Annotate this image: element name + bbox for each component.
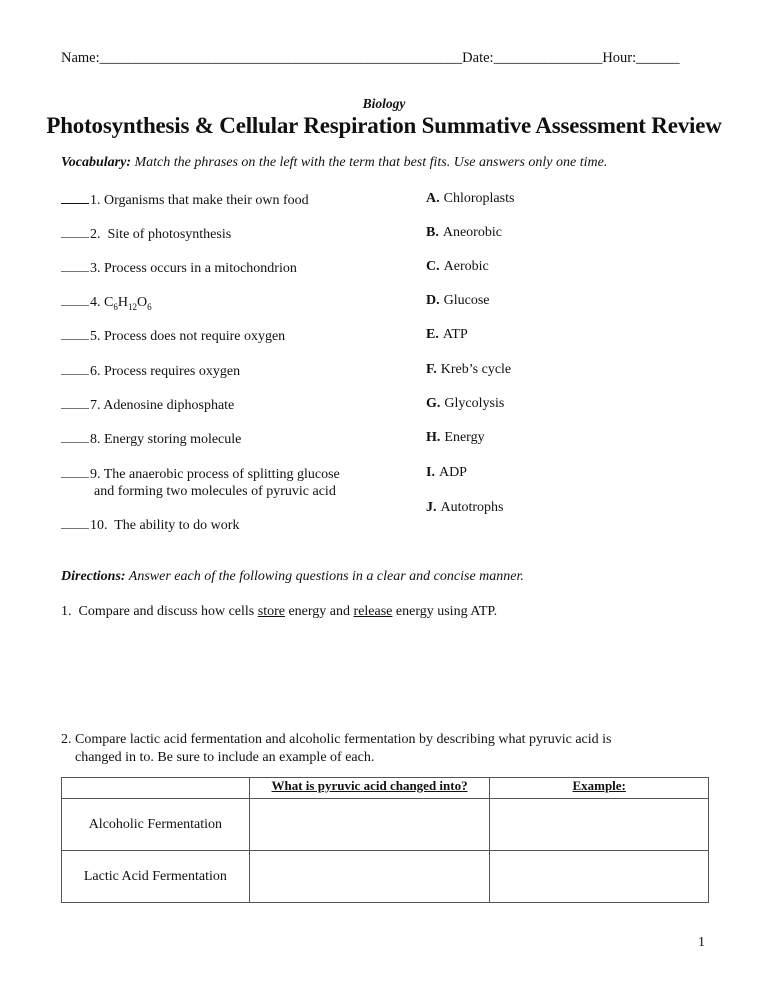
item-text: Site of photosynthesis xyxy=(100,227,232,242)
hour-label: Hour: xyxy=(602,50,637,66)
item-number: 4. xyxy=(90,295,101,310)
directions-label: Directions: xyxy=(61,569,126,584)
option-h xyxy=(426,430,485,446)
option-j xyxy=(426,500,504,516)
date-label: Date: xyxy=(462,50,494,66)
option-letter: D. xyxy=(426,293,440,308)
page-number: 1 xyxy=(698,935,705,950)
vocabulary-instruction-text: Match the phrases on the left with the term that best fits. Use answers only one time. xyxy=(131,155,608,170)
answer-blank-9[interactable] xyxy=(61,465,89,478)
item-text: O xyxy=(136,295,148,310)
item-text: Energy storing molecule xyxy=(100,432,242,447)
answer-blank-7[interactable] xyxy=(61,396,89,409)
option-term: Kreb’s cycle xyxy=(440,362,512,377)
item-number: 3. xyxy=(90,261,101,276)
option-letter: C. xyxy=(426,259,440,274)
option-term: Glycolysis xyxy=(444,396,505,411)
item-number: 8. xyxy=(90,432,101,447)
option-b xyxy=(426,225,502,241)
answer-blank-10[interactable] xyxy=(61,516,89,529)
option-f xyxy=(426,362,511,378)
question-text: 1. Compare and discuss how cells xyxy=(61,604,258,619)
question-text: 2. Compare lactic acid fermentation and alcoholic fermentation by describing what pyruvic acid is xyxy=(61,732,612,747)
item-text: H xyxy=(117,295,128,310)
question-text-continued: changed in to. Be sure to include an example of each. xyxy=(75,750,375,765)
option-letter: F. xyxy=(426,362,437,377)
question-text: energy and xyxy=(284,604,354,619)
option-e xyxy=(426,327,468,343)
answer-blank-2[interactable] xyxy=(61,225,89,238)
subject-label: Biology xyxy=(362,96,406,111)
vocab-item-10 xyxy=(61,516,239,534)
table-row xyxy=(62,851,709,903)
table-row xyxy=(62,799,709,851)
item-text: Adenosine diphosphate xyxy=(100,398,235,413)
option-c xyxy=(426,259,489,275)
table-header-changed-into: What is pyruvic acid changed into? xyxy=(249,778,490,799)
emphasis-store: store xyxy=(257,604,285,619)
fermentation-table xyxy=(61,777,709,903)
option-letter: G. xyxy=(426,396,441,411)
item-text-continued: and forming two molecules of pyruvic acid xyxy=(94,484,336,499)
name-label: Name: xyxy=(61,50,100,66)
lactic-changed-into-cell[interactable] xyxy=(249,851,490,903)
subscript: 6 xyxy=(147,301,152,312)
option-term: Energy xyxy=(444,430,485,445)
item-number: 7. xyxy=(90,398,101,413)
item-text: Process requires oxygen xyxy=(100,364,241,379)
item-text: Process occurs in a mitochondrion xyxy=(100,261,297,276)
question-text: energy using ATP. xyxy=(392,604,498,619)
vocab-item-2 xyxy=(61,225,231,243)
emphasis-release: release xyxy=(353,604,393,619)
option-a xyxy=(426,191,514,207)
option-term: Chloroplasts xyxy=(443,191,515,206)
vocab-item-5 xyxy=(61,327,285,345)
subscript: 6 xyxy=(113,301,118,312)
option-term: ATP xyxy=(442,327,468,342)
table-header-blank xyxy=(62,778,250,799)
option-term: Aneorobic xyxy=(442,225,502,240)
row-label-lactic: Lactic Acid Fermentation xyxy=(62,851,250,903)
item-text: Process does not require oxygen xyxy=(100,329,286,344)
item-text: The anaerobic process of splitting glucose xyxy=(100,467,340,482)
question-1 xyxy=(61,603,497,621)
option-d xyxy=(426,293,490,309)
answer-blank-8[interactable] xyxy=(61,430,89,443)
vocabulary-instruction xyxy=(61,155,607,171)
vocab-item-6 xyxy=(61,362,240,380)
name-field[interactable]: __________________________________________________ xyxy=(99,50,463,66)
item-text: Organisms that make their own food xyxy=(100,193,309,208)
answer-blank-3[interactable] xyxy=(61,259,89,272)
subscript: 12 xyxy=(127,301,137,312)
item-number: 9. xyxy=(90,467,101,482)
item-text: C xyxy=(100,295,114,310)
option-letter: B. xyxy=(426,225,439,240)
option-letter: J. xyxy=(426,500,437,515)
table-header-row xyxy=(62,778,709,799)
option-term: Glucose xyxy=(443,293,490,308)
lactic-example-cell[interactable] xyxy=(490,851,709,903)
alcoholic-changed-into-cell[interactable] xyxy=(249,799,490,851)
option-letter: I. xyxy=(426,465,435,480)
question-2 xyxy=(61,731,611,767)
vocab-item-1 xyxy=(61,191,309,209)
page-title: Photosynthesis & Cellular Respiration Summative Assessment Review xyxy=(46,113,722,138)
option-term: ADP xyxy=(438,465,467,480)
option-letter: E. xyxy=(426,327,439,342)
item-number: 6. xyxy=(90,364,101,379)
item-number: 10. xyxy=(90,518,108,533)
answer-blank-5[interactable] xyxy=(61,327,89,340)
directions-instruction xyxy=(61,569,524,585)
vocab-item-7 xyxy=(61,396,234,414)
answer-blank-1[interactable] xyxy=(61,191,89,204)
hour-field[interactable]: ______ xyxy=(636,50,680,66)
table-header-example: Example: xyxy=(490,778,709,799)
vocab-item-3 xyxy=(61,259,297,277)
item-text: The ability to do work xyxy=(107,518,240,533)
option-letter: A. xyxy=(426,191,440,206)
vocab-item-4 xyxy=(61,293,152,316)
answer-blank-4[interactable] xyxy=(61,293,89,306)
row-label-alcoholic: Alcoholic Fermentation xyxy=(62,799,250,851)
vocab-item-9 xyxy=(61,465,340,500)
directions-text: Answer each of the following questions in a clear and concise manner. xyxy=(125,569,524,584)
option-term: Aerobic xyxy=(443,259,489,274)
answer-blank-6[interactable] xyxy=(61,362,89,375)
vocabulary-label: Vocabulary: xyxy=(61,155,131,170)
vocab-item-8 xyxy=(61,430,241,448)
alcoholic-example-cell[interactable] xyxy=(490,799,709,851)
student-info-header xyxy=(61,50,680,67)
item-number: 1. xyxy=(90,193,101,208)
item-number: 2. xyxy=(90,227,101,242)
option-letter: H. xyxy=(426,430,441,445)
option-g xyxy=(426,396,504,412)
option-i xyxy=(426,465,467,481)
item-number: 5. xyxy=(90,329,101,344)
date-field[interactable]: _______________ xyxy=(493,50,603,66)
option-term: Autotrophs xyxy=(440,500,504,515)
